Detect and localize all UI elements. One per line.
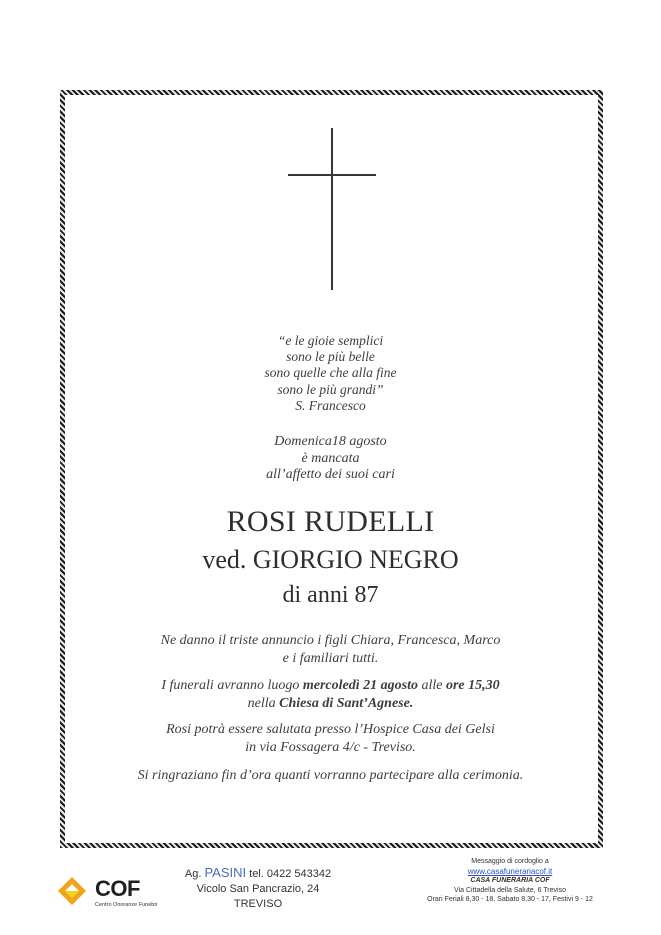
cross-icon xyxy=(331,128,333,290)
quote-line: sono le più belle xyxy=(286,349,375,365)
deceased-name: ROSI RUDELLI xyxy=(226,505,435,538)
funeral-day: mercoledì 21 agosto xyxy=(302,678,418,693)
widow-of xyxy=(0,544,661,576)
visitation-line: Rosi potrà essere salutata presso l’Hospice Casa dei Gelsi xyxy=(166,722,495,737)
funeral-line xyxy=(0,677,661,695)
funeral-text: nella xyxy=(247,695,276,711)
quote xyxy=(0,333,661,414)
funeral-home-name: CASA FUNERARIA COF xyxy=(470,877,550,884)
funeral-info xyxy=(0,677,661,712)
date-line: Domenica18 agosto xyxy=(274,434,387,449)
announcement-line: Ne danno il triste annuncio i figli Chiara, Francesca, Marco xyxy=(160,633,501,648)
visitation-line: in via Fossagera 4/c - Treviso. xyxy=(245,739,416,755)
cross-icon-bar xyxy=(288,174,376,176)
agency-line xyxy=(178,865,338,882)
date-line: è mancata xyxy=(301,450,360,466)
age: di anni 87 xyxy=(282,582,379,608)
condolence-link[interactable]: www.casafunerariacof.it xyxy=(467,866,553,876)
announcement xyxy=(0,632,661,667)
announcement-line: e i familiari tutti. xyxy=(282,650,379,666)
condolence-info xyxy=(410,857,610,905)
agency-prefix: Ag. xyxy=(184,868,202,880)
ved-prefix: ved. xyxy=(202,545,247,574)
quote-line: sono le più grandi” xyxy=(277,381,384,397)
funeral-text: alle xyxy=(421,678,443,693)
quote-line: “e le gioie semplici xyxy=(277,333,384,348)
agency-address: Vicolo San Pancrazio, 24 xyxy=(196,883,320,895)
logo-text: COF xyxy=(95,876,140,901)
agency-tel: tel. 0422 543342 xyxy=(249,868,332,880)
agency-name: PASINI xyxy=(204,865,247,880)
funeral-home-address: Via Cittadella della Salute, 6 Treviso xyxy=(454,886,566,894)
date-line: all’affetto dei suoi cari xyxy=(266,467,395,482)
cof-logo xyxy=(57,872,157,914)
agency-info xyxy=(178,865,338,912)
condolence-label: Messaggio di cordoglio a xyxy=(471,858,549,865)
quote-line: sono quelle che alla fine xyxy=(264,365,397,381)
church-name: Chiesa di Sant’Agnese. xyxy=(279,695,414,711)
thanks: Si ringraziano fin d’ora quanti vorranno partecipare alla cerimonia. xyxy=(137,768,524,783)
death-date xyxy=(0,434,661,484)
funeral-home-hours: Orari Feriali 8,30 - 18, Sabato 8,30 - 17, Festivi 9 - 12 xyxy=(427,896,593,903)
funeral-text: I funerali avranno luogo xyxy=(161,678,300,693)
funeral-time: ore 15,30 xyxy=(445,678,500,693)
quote-author: S. Francesco xyxy=(295,397,366,413)
agency-city: TREVISO xyxy=(233,898,283,910)
visitation xyxy=(0,721,661,756)
church-line xyxy=(0,695,661,713)
logo-subtitle: Centro Onoranze Funebri xyxy=(95,902,158,908)
spouse-name: GIORGIO NEGRO xyxy=(252,545,459,574)
cof-logo-icon xyxy=(57,876,87,906)
